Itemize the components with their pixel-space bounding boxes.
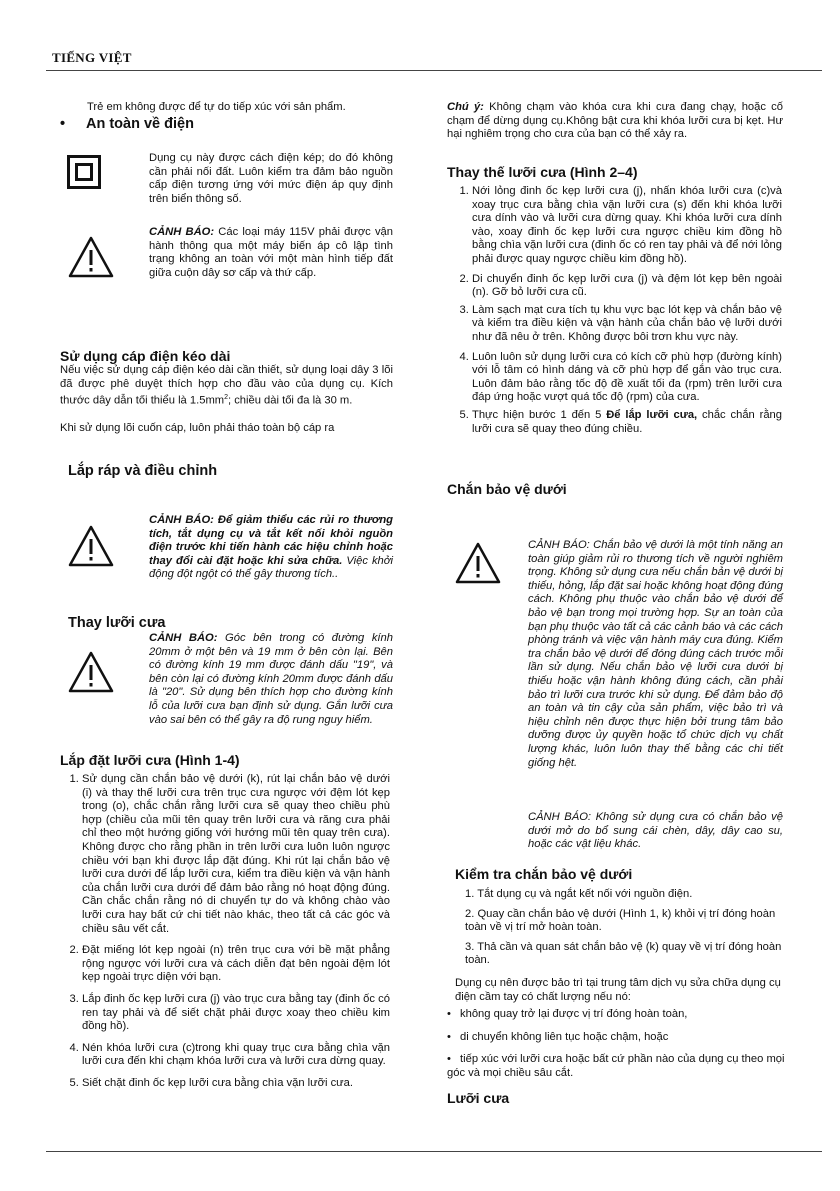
check-steps	[465, 888, 785, 974]
assembly-warning-rest: Việc khởi động đột ngột có thể gây thương tích..	[149, 554, 394, 581]
service-bullet-text: di chuyển không liên tục hoặc chậm, hoặc	[460, 1030, 669, 1043]
double-insulation-icon	[67, 155, 101, 189]
blades-heading: Lưỡi cưa	[447, 1090, 510, 1106]
warning-triangle-icon	[68, 236, 114, 278]
warning-115v-text: Các loại máy 115V phải được vận hành thông qua một máy biến áp cô lập tình trạng không an toàn với một màn hình tiếp đất giữa cuộn dây sơ cấp và thứ cấp.	[149, 226, 393, 279]
cable-reel-note: Khi sử dụng lõi cuốn cáp, luôn phải tháo toàn bộ cáp ra	[60, 422, 335, 434]
check-step: 1. Tắt dụng cụ và ngắt kết nối với nguồn điện.	[465, 888, 693, 900]
check-guard-heading: Kiểm tra chắn bảo vệ dưới	[455, 866, 633, 882]
service-bullet-text: tiếp xúc với lưỡi cưa hoặc bất cứ phần nào của dụng cụ theo mọi góc và mọi chiều sâu cắt.	[447, 1053, 785, 1079]
replace-step: 4. Luôn luôn sử dụng lưỡi cưa có kích cỡ phù hợp (đường kính) với lỗ tâm có hình dáng và cỡ phù hợp để gắn vào trục cưa. Luôn đảm bảo rằng tốc độ đề xuất tối đa (rpm) trên lưỡi cưa đáp ứng hoặc vượt quá tốc độ (rpm) của cưa.	[472, 351, 782, 405]
blade-change-warning-text: Góc bên trong có đường kính 20mm ở một bên và 19 mm ở bên còn lại. Bên có đường kính 19 mm được đánh dấu "19", và bên còn lại có đường kính 20mm được đánh dấu là "20". Sử dụng bên thích hợp cho đường kính lỗ của lưỡi cưa bạn định sử dụng. Gắn lưỡi cưa vào sai bên có thể gây ra độ rung nguy hiểm.	[149, 632, 393, 726]
service-bullets	[447, 1008, 787, 1080]
replace-step: 2. Di chuyển đinh ốc kẹp lưỡi cưa (j) và đệm lót kẹp bên ngoài (n). Gỡ bỏ lưỡi cưa cũ.	[472, 273, 782, 300]
bullet: •	[60, 116, 66, 132]
extension-cable-heading: Sử dụng cáp điện kéo dài	[60, 348, 231, 364]
blade-change-heading: Thay lưỡi cưa	[68, 615, 166, 631]
install-steps	[66, 773, 390, 1098]
install-step: 2. Đặt miếng lót kẹp ngoài (n) trên trục cưa với bề mặt phẳng rộng ngược với lưỡi cưa và cách diễn đạt bên ngoài đệm lót kẹp ngoài trực diện với bạn.	[82, 944, 390, 985]
electric-safety-heading	[60, 116, 194, 132]
replace-blade-heading: Thay thế lưỡi cưa (Hình 2–4)	[447, 164, 638, 180]
lower-guard-warning-2: CẢNH BÁO: Không sử dụng cưa có chắn bảo vệ dưới mở do bổ sung cái chèn, dây, dây cao su, hoặc các vật liệu khác.	[528, 811, 783, 851]
lower-guard-heading: Chắn bảo vệ dưới	[447, 481, 567, 497]
install-step: 5. Siết chặt đinh ốc kẹp lưỡi cưa bằng chìa vặn lưỡi cưa.	[82, 1077, 390, 1091]
warning-triangle-icon	[68, 651, 114, 693]
replace-steps	[456, 185, 782, 436]
footer-rule	[46, 1151, 822, 1152]
blade-change-warning	[149, 632, 393, 727]
service-bullet: • tiếp xúc với lưỡi cưa hoặc bất cứ phần nào của dụng cụ theo mọi góc và mọi chiều sâu cắt.	[447, 1053, 785, 1079]
check-step: 3. Thả cần và quan sát chắn bảo vệ (k) quay về vị trí đóng hoàn toàn.	[465, 940, 782, 967]
replace-step-5-rest: chắc chắn rằng lưỡi cưa sẽ quay theo đúng chiều.	[472, 408, 783, 435]
service-intro: Dụng cụ nên được bảo trì tại trung tâm dịch vụ sửa chữa dụng cụ điện cầm tay có chất lượng nếu nó:	[455, 977, 781, 1003]
service-bullet: • di chuyển không liên tục hoặc chậm, hoặc	[447, 1030, 669, 1043]
warning-triangle-icon	[455, 542, 501, 584]
note-paragraph	[447, 101, 783, 142]
assembly-warning-bold: Để giảm thiểu các rủi ro thương tích, tắt dụng cụ và tắt kết nối khỏi nguồn điện trước khi tiến hành các hiệu chỉnh hoặc thay đổi cài đặt hoặc khi sửa chữa.	[149, 514, 393, 567]
warning-115v	[149, 226, 393, 280]
install-step: 1. Sử dụng cần chắn bảo vệ dưới (k), rút lại chắn bảo vệ dưới (i) và thay thế lưỡi cưa trên trục cưa ngược với đệm lót kẹp trong (o), chắc chắn rằng lưỡi cưa sẽ quay theo chiều phù hợp (chiều của mũi tên quay trên lưỡi cưa và răng cưa phải chỉ theo một hướng giống với hướng mũi tên quay trên cưa). Không được cho rằng phần in trên lưỡi cưa luôn luôn ngược chiều với bạn khi được lắp đặt đúng. Khi rút lại chắn bảo vệ lưỡi cưa dưới để lắp lưỡi cưa, kiểm tra điều kiện và vận hành của chắn lưỡi cưa dưới để đảm bảo rằng nó hoạt động đúng. Cần chắc chắn rằng nó di chuyển tự do và không chào vào lưỡi cưa hay bất cứ chi tiết nào khác, theo tất cả các góc và chiều sâu vết cắt.	[82, 773, 390, 936]
note-text: Không chạm vào khóa cưa khi cưa đang chạy, hoặc cố chạm để dừng dụng cụ.Không bật cưa khi khóa lưỡi cưa bị kẹt. Hư hại nghiêm trọng cho cưa của bạn có thể xảy ra.	[447, 101, 783, 141]
install-blade-heading: Lắp đặt lưỡi cưa (Hình 1-4)	[60, 752, 240, 768]
superscript-2: 2	[224, 394, 228, 402]
extension-cable-paragraph	[60, 364, 393, 409]
extension-text-b: ; chiều dài tối đa là 30 m.	[227, 394, 353, 407]
warning-label: CẢNH BÁO:	[149, 514, 214, 526]
assembly-heading: Lắp ráp và điều chỉnh	[68, 463, 218, 479]
double-insulation-text: Dụng cụ này được cách điện kép; do đó không cần phải nối đất. Luôn kiểm tra đảm bảo nguồn cấp điện tương ứng với mức điện áp quy định trên biển thông số.	[149, 152, 393, 205]
page-header-language: TIẾNG VIỆT	[52, 50, 132, 65]
check-step: 2. Quay cần chắn bảo vệ dưới (Hình 1, k) khỏi vị trí đóng hoàn toàn về vị trí mở hoàn toàn.	[465, 907, 776, 934]
replace-step-5	[472, 409, 782, 436]
install-step: 3. Lắp đinh ốc kẹp lưỡi cưa (j) vào trục cưa bằng tay (đinh ốc có ren tay phải và để siết chặt phải được xoay theo chiều kim đồng hồ).	[82, 993, 390, 1034]
header-rule	[46, 70, 822, 71]
service-bullet-text: không quay trở lại được vị trí đóng hoàn toàn,	[460, 1008, 688, 1020]
note-label: Chú ý:	[447, 101, 484, 113]
assembly-warning	[149, 514, 393, 582]
extension-text-a: Nếu việc sử dụng cáp điện kéo dài cần thiết, sử dụng loại dây 3 lõi đã được phê duyệt thích hợp cho đầu vào của dụng cụ. Kích thước dây dẫn tối thiểu là 1.5mm	[60, 364, 393, 407]
install-step: 4. Nén khóa lưỡi cưa (c)trong khi quay trục cưa bằng chìa vặn lưỡi cưa đến khi chạm khóa lưỡi cưa và lưỡi cưa dừng quay.	[82, 1042, 390, 1069]
replace-step: 1. Nới lỏng đinh ốc kẹp lưỡi cưa (j), nhấn khóa lưỡi cưa (c)và xoay trục cưa bằng chìa vặn lưỡi cưa (s) đến khi khóa lưỡi cưa dính vào và lưỡi cưa dừng quay. Khi khóa lưỡi cưa dính vào, xoay đinh ốc kẹp lưỡi cưa ngược chiều kim đồng hồ bằng chìa vặn lưỡi cưa (đinh ốc có ren tay phải và để nới lỏng phải được quay ngược chiều kim đồng hồ).	[472, 185, 782, 267]
replace-step-5-text: Thực hiện bước 1 đến 5	[472, 408, 607, 421]
replace-step: 3. Làm sạch mạt cưa tích tụ khu vực bạc lót kẹp và chắn bảo vệ và kiểm tra điều kiện và vận hành của chắn bảo vệ lưỡi dưới như đã nêu ở trên. Không được bôi trơn khu vực này.	[472, 304, 782, 345]
service-bullet: • không quay trở lại được vị trí đóng hoàn toàn,	[447, 1008, 688, 1020]
warning-label: CẢNH BÁO:	[149, 632, 218, 644]
children-note: Trẻ em không được để tự do tiếp xúc với sản phẩm.	[87, 101, 346, 113]
lower-guard-warning: CẢNH BÁO: Chắn bảo vệ dưới là một tính năng an toàn giúp giảm rủi ro thương tích về người nghiêm trọng. Không sử dụng cưa nếu chắn bản vệ dưới bị thiếu, hỏng, lắp đặt sai hoặc không hoạt động đúng cách. Không phụ thuộc vào chắn bảo vệ dưới để bảo vệ bạn trong mọi trường hợp. Sự an toàn của bạn phụ thuộc vào tất cả các cảnh báo và các cách phòng tránh và việc vận hành máy cưa đúng. Kiểm tra chắn bảo vệ dưới để đóng đúng cách trước mỗi lần sử dụng. Nếu chắn bảo vệ lưỡi cưa dưới bị thiếu hoặc vận hành không đúng cách, cần phải bảo trì lưỡi cưa trước khi sử dụng. Để đảm bảo độ an toàn và tin cậy của sản phẩm, việc bảo trì và hiệu chỉnh nên được thực hiện bởi trung tâm bảo dưỡng được ủy quyền hoặc tổ chức dịch vụ chất lượng khác, luôn luôn thay thế bằng các chi tiết giống hệt.	[528, 539, 783, 769]
warning-triangle-icon	[68, 525, 114, 567]
replace-step-5-bold: Để lắp lưỡi cưa,	[606, 408, 698, 421]
electric-heading-text: An toàn về điện	[86, 116, 194, 132]
warning-label: CẢNH BÁO:	[149, 226, 215, 238]
